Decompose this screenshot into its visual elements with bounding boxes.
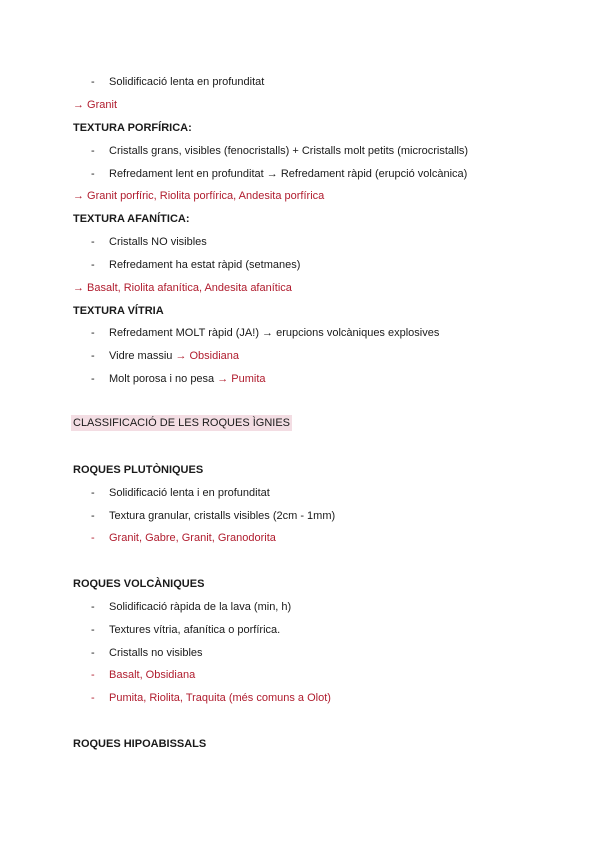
section-heading-hipoabissals: ROQUES HIPOABISSALS xyxy=(73,738,207,750)
list-item-text: Refredament lent en profunditat → Refredament ràpid (erupció volcànica) xyxy=(109,168,468,180)
list-item-text: Solidificació ràpida de la lava (min, h) xyxy=(109,601,292,613)
bullet-dash: - xyxy=(91,669,95,681)
list-item-example: → Obsidiana xyxy=(175,350,240,362)
example-line: → Granit porfíric, Riolita porfírica, Andesita porfírica xyxy=(73,190,325,202)
list-item-text: Solidificació lenta i en profunditat xyxy=(109,487,270,499)
list-item-example: → Pumita xyxy=(217,373,266,385)
bullet-dash: - xyxy=(91,373,95,385)
bullet-dash: - xyxy=(91,487,95,499)
bullet-dash: - xyxy=(91,532,95,544)
list-item-plain: Vidre massiu xyxy=(109,350,176,362)
list-item-text: Pumita, Riolita, Traquita (més comuns a Olot) xyxy=(109,692,331,704)
list-item-text: Textures vítria, afanítica o porfírica. xyxy=(109,624,281,636)
list-item-plain: Molt porosa i no pesa xyxy=(109,373,218,385)
list-item-text: Cristalls no visibles xyxy=(109,647,203,659)
list-item-text: Cristalls grans, visibles (fenocristalls) + Cristalls molt petits (microcristalls) xyxy=(109,145,469,157)
section-heading-vitria: TEXTURA VÍTRIA xyxy=(73,305,164,317)
list-item-text: Basalt, Obsidiana xyxy=(109,669,196,681)
example-line: → Granit xyxy=(73,99,118,111)
bullet-dash: - xyxy=(91,327,95,339)
bullet-dash: - xyxy=(91,76,95,88)
list-item-text: Cristalls NO visibles xyxy=(109,236,207,248)
section-heading-plutoniques: ROQUES PLUTÒNIQUES xyxy=(73,464,204,476)
list-item-text: Textura granular, cristalls visibles (2cm - 1mm) xyxy=(109,510,336,522)
bullet-dash: - xyxy=(91,236,95,248)
list-item-text xyxy=(109,349,239,363)
example-line: → Basalt, Riolita afanítica, Andesita afanítica xyxy=(73,282,292,294)
section-heading-volcaniques: ROQUES VOLCÀNIQUES xyxy=(73,578,205,590)
classification-title xyxy=(71,416,292,430)
bullet-dash: - xyxy=(91,692,95,704)
bullet-dash: - xyxy=(91,168,95,180)
list-item-text: Refredament MOLT ràpid (JA!) → erupcions volcàniques explosives xyxy=(109,327,440,339)
section-heading-afanitica: TEXTURA AFANÍTICA: xyxy=(73,213,190,225)
bullet-dash: - xyxy=(91,510,95,522)
bullet-dash: - xyxy=(91,601,95,613)
bullet-dash: - xyxy=(91,259,95,271)
bullet-dash: - xyxy=(91,647,95,659)
bullet-dash: - xyxy=(91,145,95,157)
section-heading-porfirica: TEXTURA PORFÍRICA: xyxy=(73,122,192,134)
list-item-text: Refredament ha estat ràpid (setmanes) xyxy=(109,259,301,271)
bullet-dash: - xyxy=(91,624,95,636)
highlighted-title: CLASSIFICACIÓ DE LES ROQUES ÌGNIES xyxy=(73,417,290,429)
list-item-text xyxy=(109,372,266,386)
bullet-dash: - xyxy=(91,350,95,362)
list-item-text: Solidificació lenta en profunditat xyxy=(109,76,265,88)
list-item-text: Granit, Gabre, Granit, Granodorita xyxy=(109,532,276,544)
